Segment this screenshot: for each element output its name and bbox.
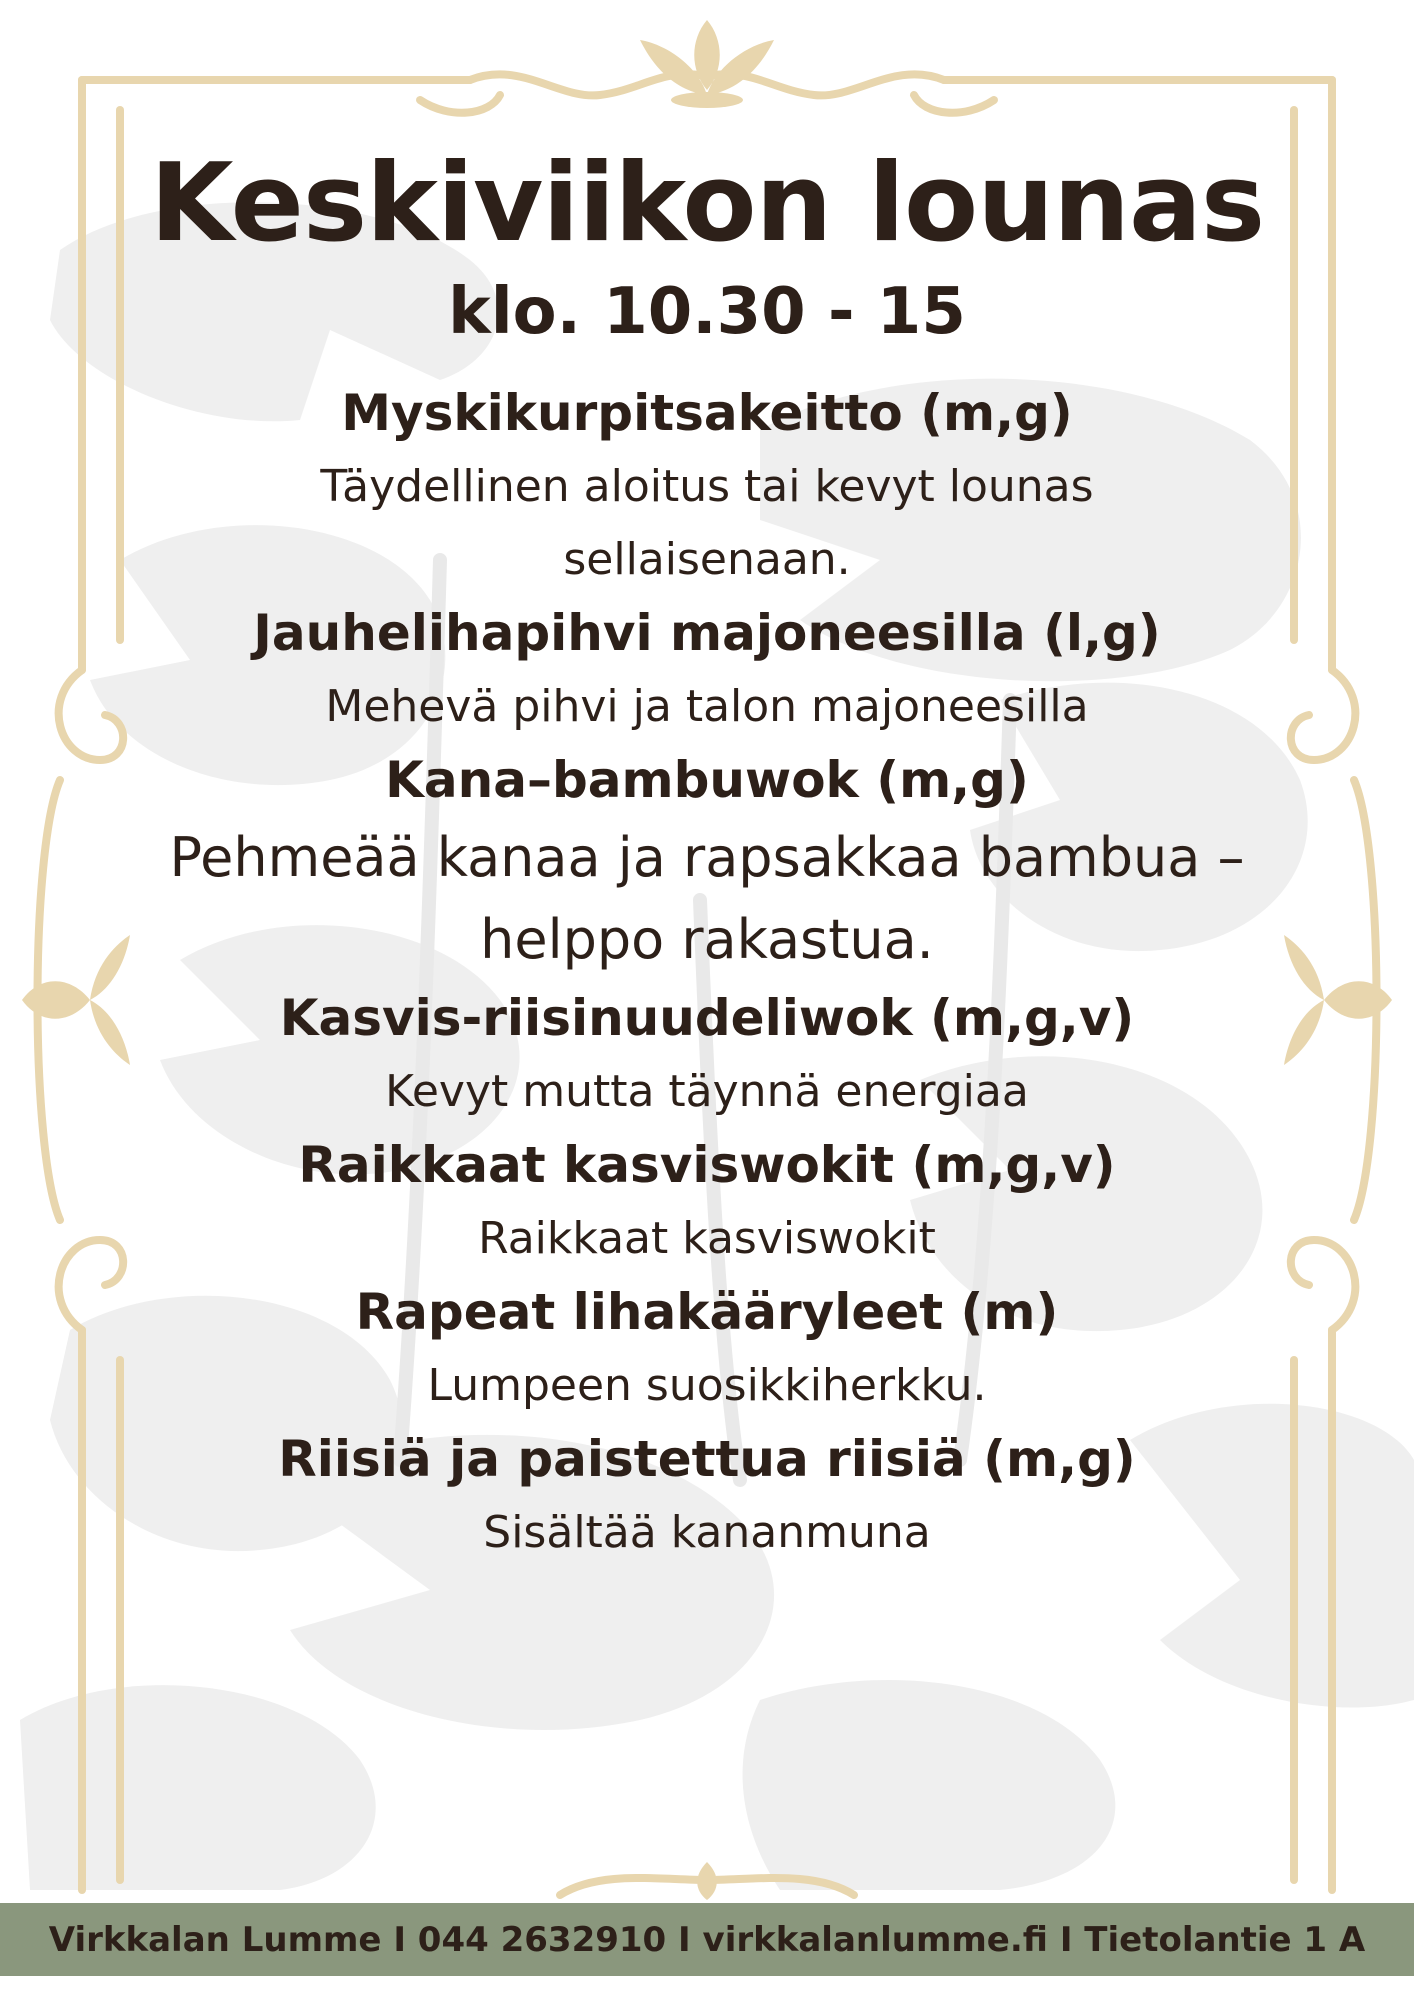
- menu-item-description: Kevyt mutta täynnä energiaa: [385, 1066, 1029, 1117]
- menu-content: [110, 138, 1304, 1569]
- page-title: Keskiviikon lounas: [149, 141, 1265, 266]
- menu-item-description: Täydellinen aloitus tai kevyt lounas sellaisenaan.: [320, 461, 1094, 585]
- menu-item: [110, 596, 1304, 743]
- menu-item: [110, 376, 1304, 596]
- menu-item-description: Lumpeen suosikkiherkku.: [427, 1360, 987, 1411]
- menu-item: [110, 981, 1304, 1128]
- menu-item: [110, 1128, 1304, 1275]
- menu-item-description: Raikkaat kasviswokit: [478, 1213, 936, 1264]
- menu-item-description: Mehevä pihvi ja talon majoneesilla: [325, 681, 1089, 732]
- menu-item: [110, 1275, 1304, 1422]
- menu-item-description: Sisältää kananmuna: [483, 1507, 931, 1558]
- lotus-ornament-icon: [640, 20, 774, 95]
- menu-item-name: Kasvis-riisinuudeliwok (m,g,v): [279, 989, 1135, 1047]
- menu-item-description: Pehmeää kanaa ja rapsakkaa bambua – helppo rakastua.: [169, 826, 1245, 971]
- menu-item-name: Raikkaat kasviswokit (m,g,v): [298, 1136, 1116, 1194]
- menu-item: [110, 743, 1304, 981]
- menu-item-name: Jauhelihapihvi majoneesilla (l,g): [253, 604, 1161, 662]
- menu-item: [110, 1422, 1304, 1569]
- menu-item-name: Riisiä ja paistettua riisiä (m,g): [278, 1430, 1136, 1488]
- opening-hours: klo. 10.30 - 15: [448, 275, 966, 349]
- footer-contact-info: Virkkalan Lumme I 044 2632910 I virkkalanlumme.fi I Tietolantie 1 A: [48, 1919, 1366, 1960]
- menu-item-name: Kana–bambuwok (m,g): [385, 751, 1029, 809]
- footer-bar: [0, 1903, 1414, 1976]
- menu-item-name: Rapeat lihakääryleet (m): [355, 1283, 1059, 1341]
- menu-item-name: Myskikurpitsakeitto (m,g): [341, 384, 1073, 442]
